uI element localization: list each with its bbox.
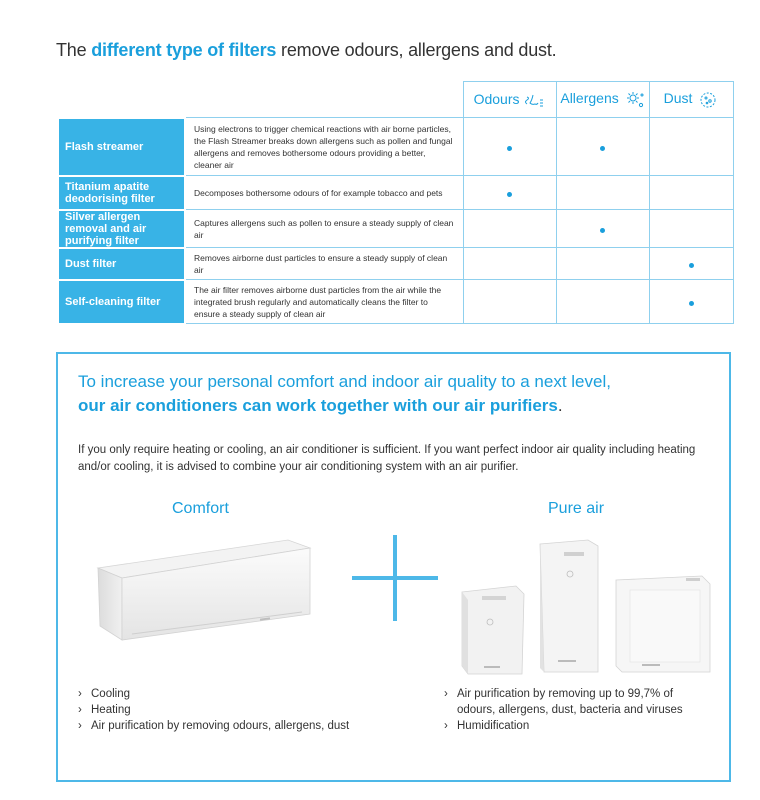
filter-name: Self-cleaning filter (58, 280, 185, 324)
filter-description: Captures allergens such as pollen to ensure a steady supply of clean air (185, 210, 463, 248)
filter-name: Silver allergen removal and air purifying filter (58, 210, 185, 248)
allergens-check-dot (600, 228, 605, 233)
nose-icon (525, 94, 545, 108)
info-panel (56, 352, 731, 782)
chevron-right-icon: › (444, 720, 448, 732)
filters-table (57, 81, 734, 325)
list-item: › Air purification by removing up to 99,7% of odours, allergens, dust, bacteria and viruses (444, 688, 683, 716)
chevron-right-icon: › (78, 720, 82, 732)
dust-check-dot (689, 301, 694, 306)
dust-check-dot (689, 263, 694, 268)
column-header-dust: Dust (649, 82, 733, 118)
list-item: › Heating (78, 704, 131, 716)
column-header-odours: Odours (463, 82, 556, 118)
table-row (58, 210, 733, 248)
dust-icon (698, 91, 718, 109)
filter-description: Removes airborne dust particles to ensure a steady supply of clean air (185, 248, 463, 280)
filter-name: Dust filter (58, 248, 185, 280)
chevron-right-icon: › (78, 704, 82, 716)
plus-icon (352, 535, 438, 621)
comfort-features-list (78, 686, 349, 734)
list-item: › Humidification (444, 720, 530, 732)
page-heading: The different type of filters remove odours, allergens and dust. (56, 40, 557, 60)
filter-description: The air filter removes airborne dust particles from the air while the integrated brush regularly and automatically cleans the filter to ensure a steady supply of clean air (185, 280, 463, 324)
comfort-title: Comfort (172, 500, 229, 517)
heading-highlight: different type of filters (91, 40, 277, 60)
pure-air-features-list (444, 686, 712, 734)
list-item: › Air purification by removing odours, allergens, dust (78, 720, 350, 732)
filter-name: Titanium apatite deodorising filter (58, 176, 185, 210)
chevron-right-icon: › (444, 688, 448, 700)
table-row (58, 118, 733, 176)
panel-title-line2: our air conditioners can work together with our air purifiers. (78, 396, 563, 415)
filter-name: Flash streamer (58, 118, 185, 176)
odours-check-dot (507, 146, 512, 151)
chevron-right-icon: › (78, 688, 82, 700)
list-item: › Cooling (78, 688, 130, 700)
table-row (58, 280, 733, 324)
allergens-check-dot (600, 146, 605, 151)
air-conditioner-image (92, 538, 316, 642)
odours-check-dot (507, 192, 512, 197)
filter-description: Decomposes bothersome odours of for example tobacco and pets (185, 176, 463, 210)
panel-title-line1: To increase your personal comfort and indoor air quality to a next level, (78, 372, 611, 391)
pollen-icon (625, 91, 645, 109)
panel-intro-text: If you only require heating or cooling, an air conditioner is sufficient. If you want perfect indoor air quality including heating and/or cooling, it is advised to combine your air conditioning system with an air purifier. (78, 444, 696, 473)
table-row (58, 176, 733, 210)
air-purifiers-image (460, 526, 716, 676)
table-row (58, 248, 733, 280)
pure-air-title: Pure air (548, 500, 605, 517)
filter-description: Using electrons to trigger chemical reactions with air borne particles, the Flash Streamer breaks down allergens such as pollen and fungal allergens and removes bothersome odours providing a better, cleaner air (185, 118, 463, 176)
column-header-allergens: Allergens (556, 82, 649, 118)
